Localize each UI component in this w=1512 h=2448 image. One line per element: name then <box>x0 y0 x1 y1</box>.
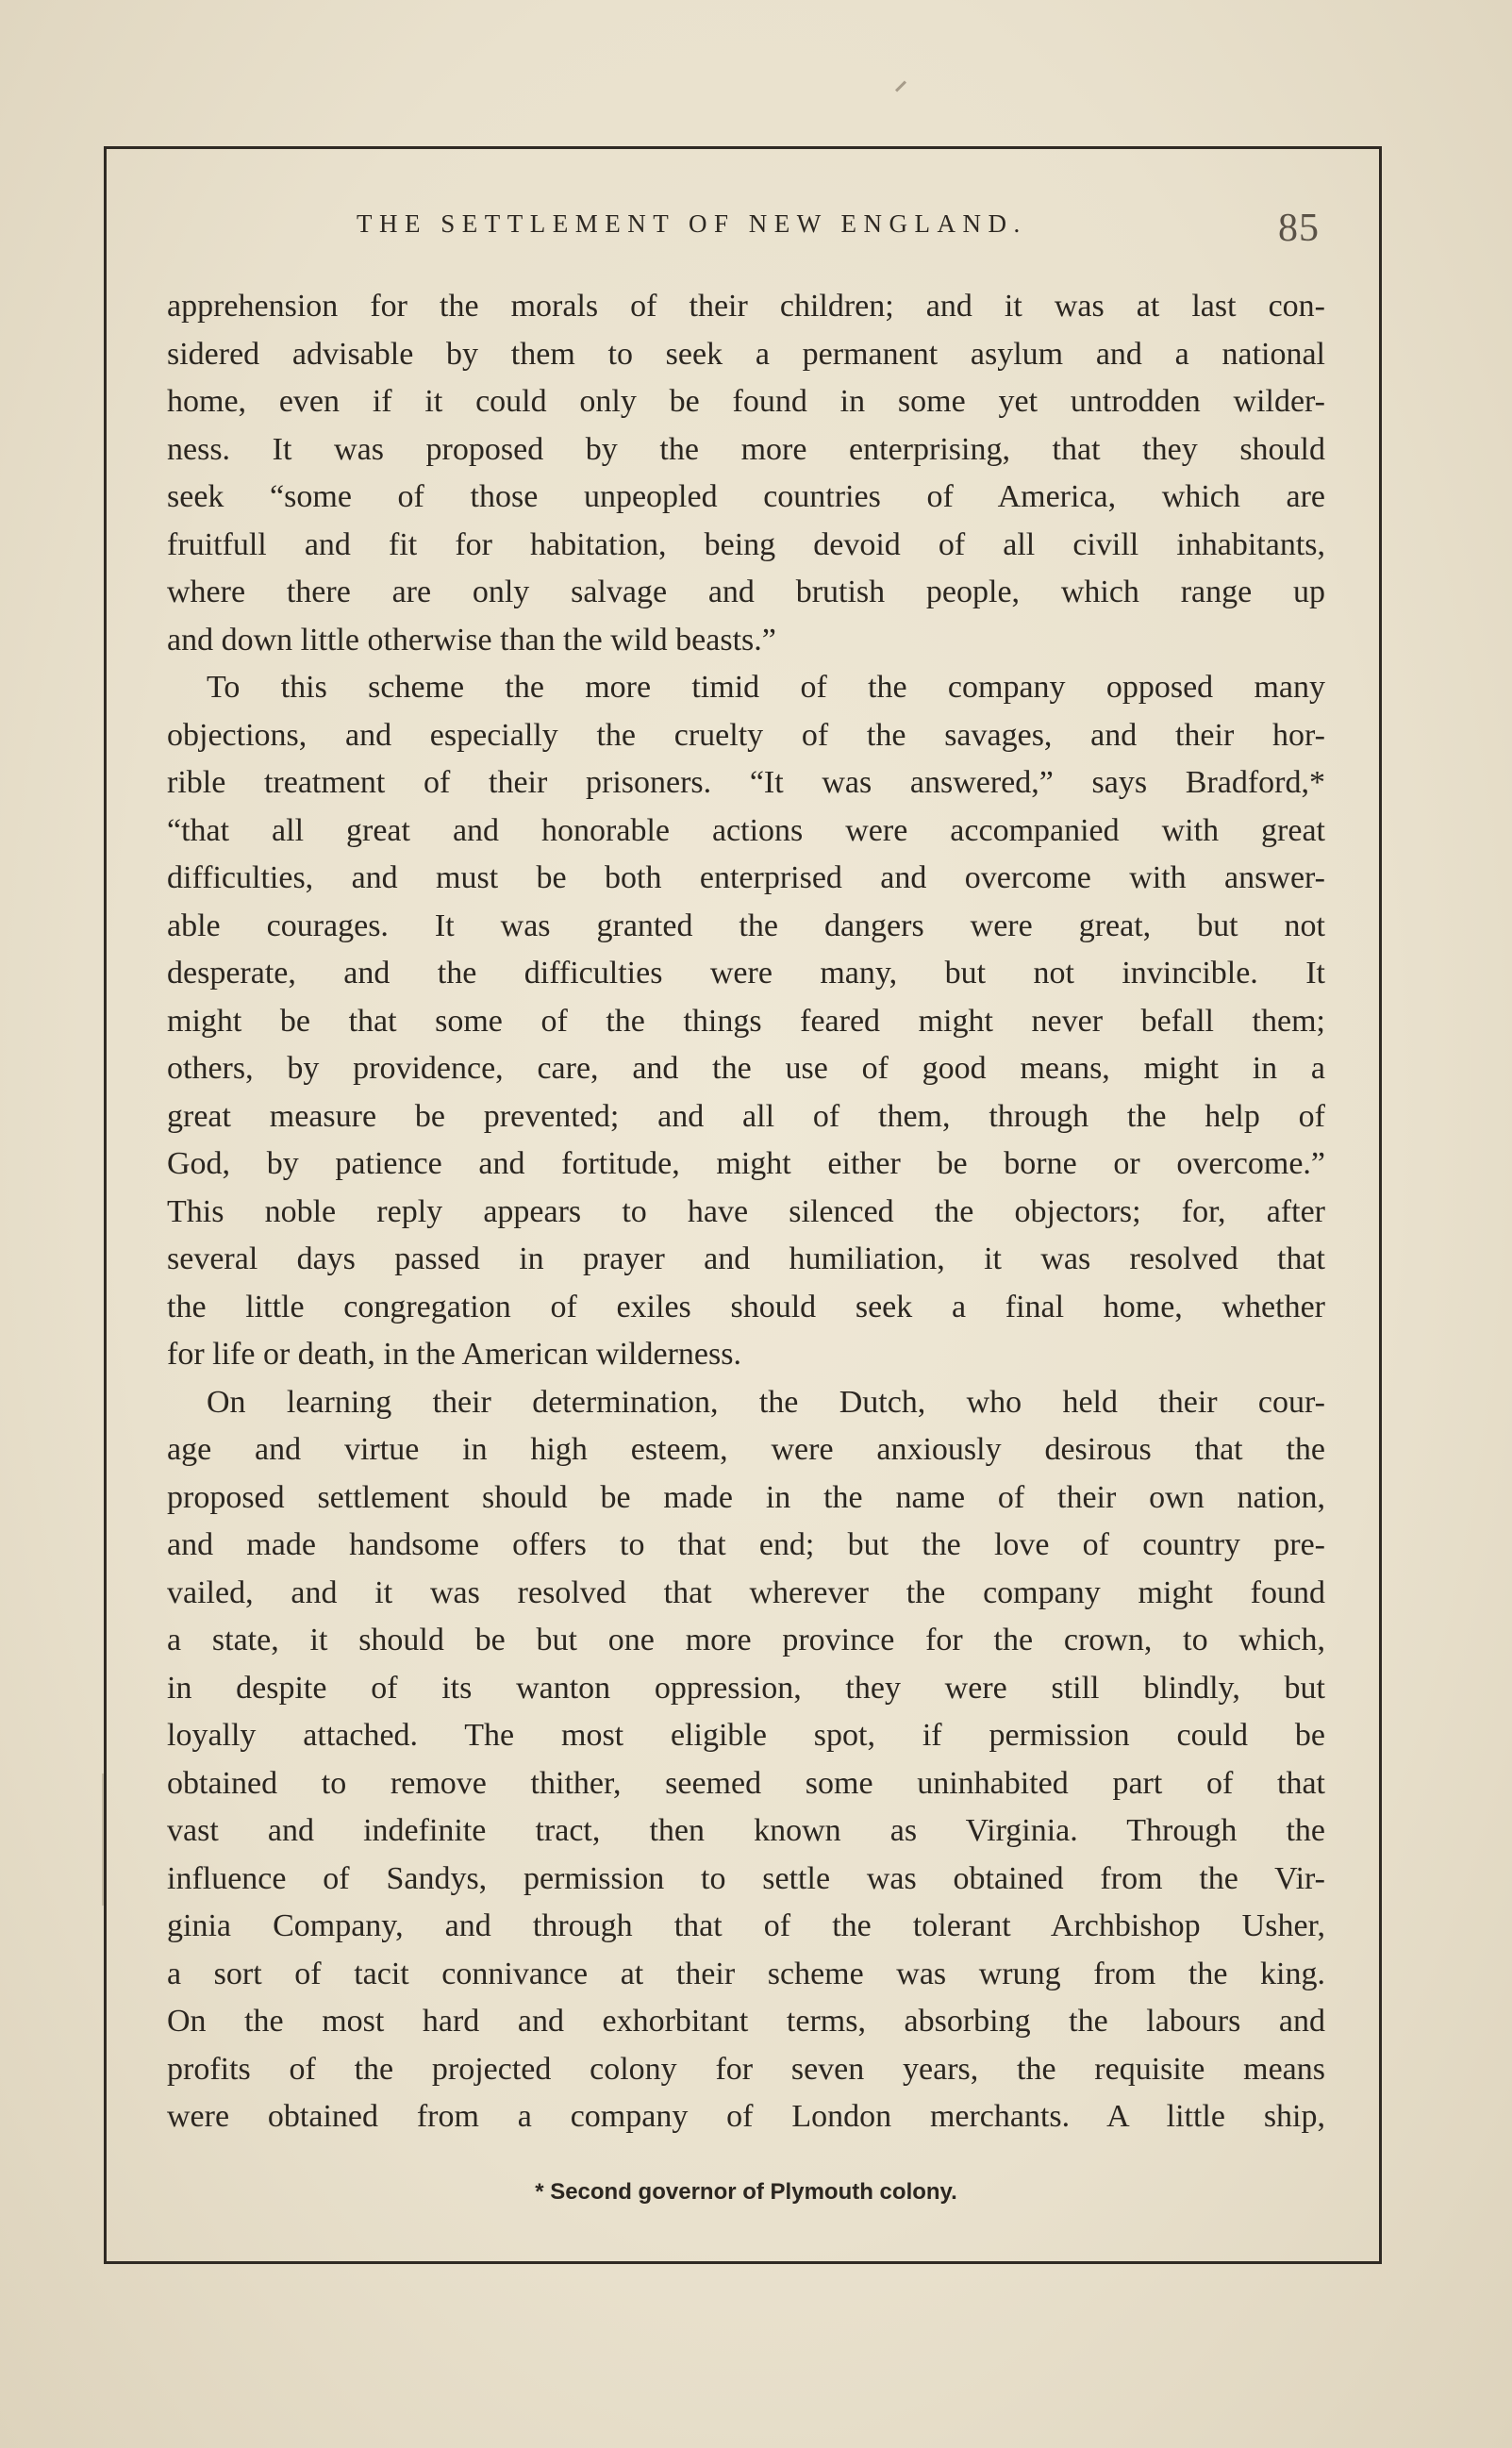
text-line: proposed settlement should be made in the name of their own nation, <box>167 1479 1325 1515</box>
text-line: difficulties, and must be both enterprised and overcome with answer- <box>167 860 1325 895</box>
text-line: obtained to remove thither, seemed some uninhabited part of that <box>167 1765 1325 1801</box>
running-title: THE SETTLEMENT OF NEW ENGLAND. <box>357 209 1027 238</box>
text-line: ginia Company, and through that of the tolerant Archbishop Usher, <box>167 1908 1325 1943</box>
text-line: vailed, and it was resolved that wherever the company might found <box>167 1574 1325 1610</box>
text-line: vast and indefinite tract, then known as Virginia. Through the <box>167 1813 1325 1848</box>
text-line: influence of Sandys, permission to settle was obtained from the Vir- <box>167 1860 1325 1896</box>
text-line: profits of the projected colony for seven years, the requisite means <box>167 2051 1325 2087</box>
text-line: were obtained from a company of London merchants. A little ship, <box>167 2099 1325 2134</box>
text-line: and down little otherwise than the wild beasts.” <box>167 622 776 658</box>
text-line: “that all great and honorable actions were accompanied with great <box>167 812 1325 848</box>
text-line: loyally attached. The most eligible spot, if permission could be <box>167 1718 1325 1753</box>
body-text <box>167 283 1325 2141</box>
page-number: 85 <box>1278 207 1320 250</box>
text-line: sidered advisable by them to seek a permanent asylum and a national <box>167 336 1325 372</box>
text-line: great measure be prevented; and all of them, through the help of <box>167 1098 1325 1134</box>
text-line: seek “some of those unpeopled countries of America, which are <box>167 479 1325 514</box>
paragraph-start: On learning their determination, the Dutch, who held their cour- <box>207 1384 1325 1420</box>
text-line: God, by patience and fortitude, might either be borne or overcome.” <box>167 1146 1325 1181</box>
text-line: might be that some of the things feared might never befall them; <box>167 1003 1325 1039</box>
text-line: several days passed in prayer and humiliation, it was resolved that <box>167 1241 1325 1276</box>
text-line: desperate, and the difficulties were many, but not invincible. It <box>167 956 1325 991</box>
text-line: age and virtue in high esteem, were anxiously desirous that the <box>167 1432 1325 1467</box>
text-line: home, even if it could only be found in some yet untrodden wilder- <box>167 384 1325 419</box>
paragraph-start: To this scheme the more timid of the company opposed many <box>207 670 1325 705</box>
binding-crease <box>102 1774 104 1906</box>
text-line: objections, and especially the cruelty of the savages, and their hor- <box>167 717 1325 753</box>
text-line: apprehension for the morals of their children; and it was at last con- <box>167 289 1325 324</box>
text-line: and made handsome offers to that end; but the love of country pre- <box>167 1527 1325 1562</box>
text-line: a sort of tacit connivance at their scheme was wrung from the king. <box>167 1956 1325 1991</box>
text-line: in despite of its wanton oppression, they were still blindly, but <box>167 1670 1325 1706</box>
text-line: On the most hard and exhorbitant terms, absorbing the labours and <box>167 2004 1325 2039</box>
footnote: * Second governor of Plymouth colony. <box>535 2179 957 2205</box>
text-line: This noble reply appears to have silenced the objectors; for, after <box>167 1193 1325 1229</box>
text-line: able courages. It was granted the dangers were great, but not <box>167 908 1325 943</box>
text-line: for life or death, in the American wilderness. <box>167 1337 741 1372</box>
text-line: where there are only salvage and brutish people, which range up <box>167 575 1325 609</box>
text-line: others, by providence, care, and the use of good means, might in a <box>167 1051 1325 1086</box>
text-line: ness. It was proposed by the more enterprising, that they should <box>167 431 1325 467</box>
text-line: fruitfull and fit for habitation, being devoid of all civill inhabitants, <box>167 526 1325 562</box>
text-line: the little congregation of exiles should seek a final home, whether <box>167 1289 1325 1324</box>
text-line: a state, it should be but one more province for the crown, to which, <box>167 1623 1325 1657</box>
text-line: rible treatment of their prisoners. “It was answered,” says Bradford,* <box>167 765 1325 800</box>
